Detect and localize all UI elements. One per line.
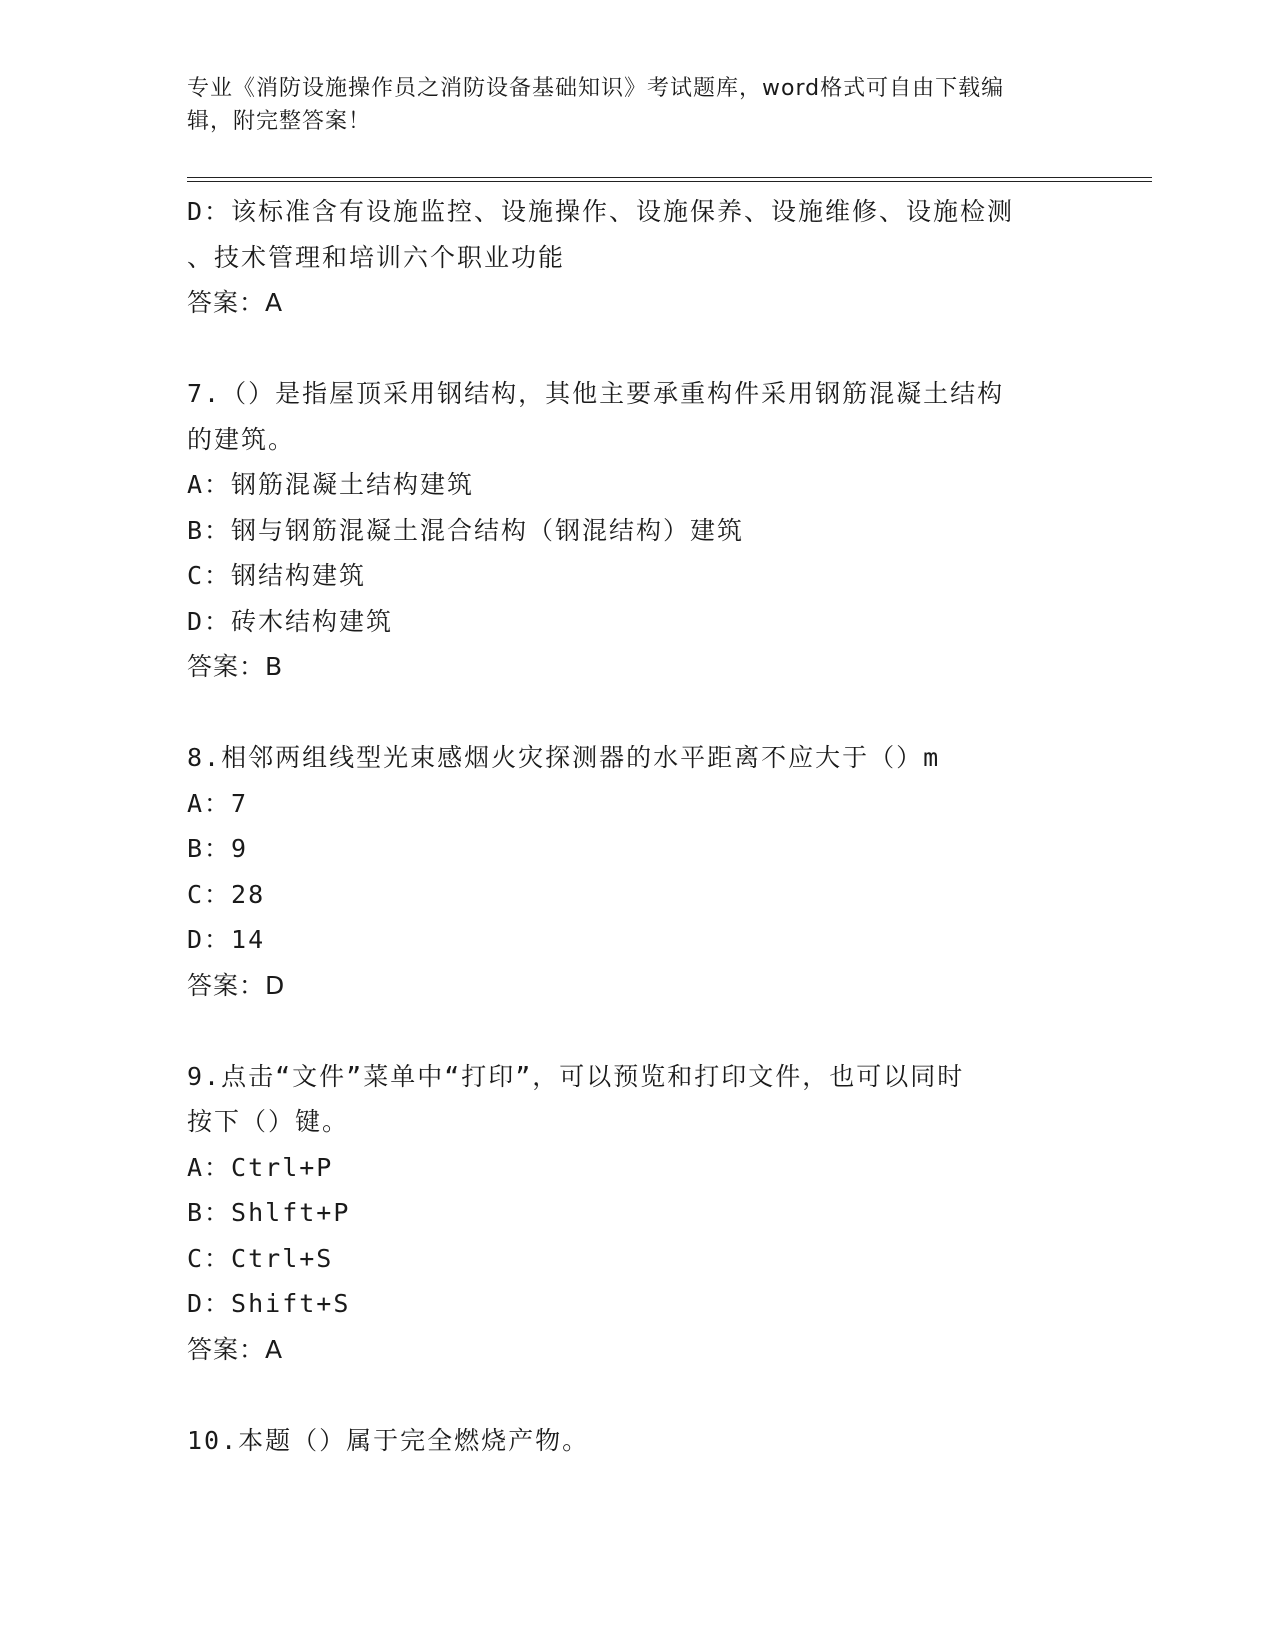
question-text-line: 9.点击“文件”菜单中“打印”，可以预览和打印文件，也可以同时 (187, 1061, 965, 1091)
question-text-line: 10.本题（）属于完全燃烧产物。 (187, 1425, 590, 1455)
option-line: C：Ctrl+S (187, 1243, 334, 1273)
question-text-line: 7.（）是指屋顶采用钢结构，其他主要承重构件采用钢筋混凝土结构 (187, 379, 1005, 408)
option-line: C：钢结构建筑 (187, 561, 367, 590)
question-block (187, 735, 1087, 1008)
option-line: 、技术管理和培训六个职业功能 (187, 242, 566, 272)
question-text-line: 的建筑。 (187, 424, 296, 454)
option-line: B：Shlft+P (187, 1198, 351, 1227)
option-line: D：14 (187, 925, 266, 954)
question-block (187, 371, 1087, 690)
question-text-line: 按下（）键。 (187, 1107, 350, 1136)
option-line: B：9 (187, 834, 249, 863)
option-line: B：钢与钢筋混凝土混合结构（钢混结构）建筑 (187, 515, 745, 545)
header-divider (187, 177, 1152, 182)
header-line-1: 专业《消防设施操作员之消防设备基础知识》考试题库，word格式可自由下载编 (187, 76, 1005, 101)
question-block (187, 189, 1087, 326)
question-list (187, 189, 1087, 1463)
question-block (187, 1054, 1087, 1373)
question-block (187, 1418, 1087, 1464)
option-line: A：Ctrl+P (187, 1152, 334, 1182)
document-header (187, 72, 1067, 138)
answer-line: 答案：A (187, 1334, 284, 1364)
answer-line: 答案：D (187, 970, 286, 1000)
option-line: A：钢筋混凝土结构建筑 (187, 470, 475, 499)
option-line: D：该标准含有设施监控、设施操作、设施保养、设施维修、设施检测 (187, 197, 1015, 226)
question-text-line: 8.相邻两组线型光束感烟火灾探测器的水平距离不应大于（）m (187, 743, 941, 772)
option-line: A：7 (187, 788, 249, 818)
header-line-2: 辑，附完整答案！ (187, 109, 372, 134)
option-line: D：Shift+S (187, 1289, 351, 1318)
answer-line: 答案：A (187, 288, 284, 317)
option-line: D：砖木结构建筑 (187, 606, 394, 636)
answer-line: 答案：B (187, 652, 284, 681)
option-line: C：28 (187, 879, 266, 909)
